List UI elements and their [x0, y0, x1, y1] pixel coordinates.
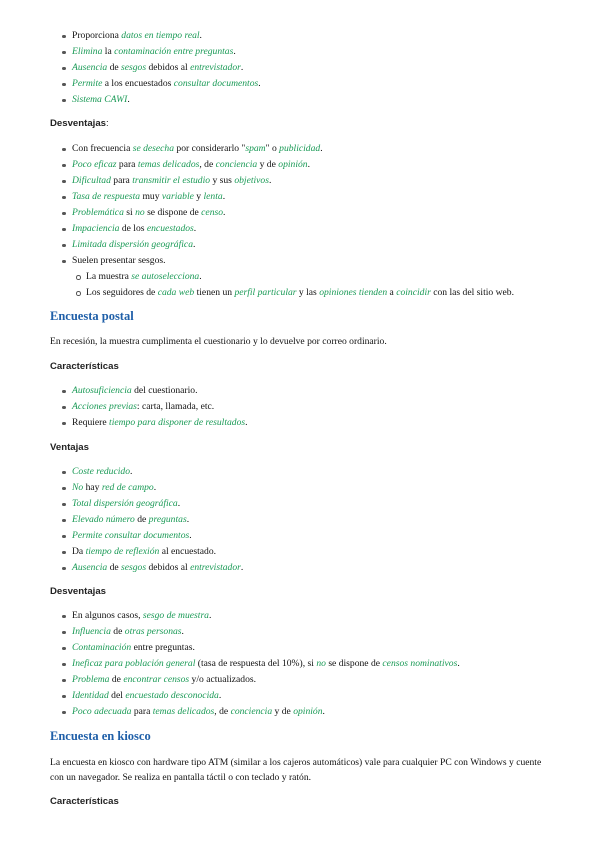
list-text: para	[116, 159, 138, 170]
highlighted-term: variable	[161, 191, 194, 202]
top-advantages-list	[62, 28, 261, 108]
list-text: Suelen presentar sesgos.	[72, 255, 166, 266]
highlighted-term: otras personas	[124, 626, 182, 637]
list-text: , de	[214, 706, 231, 717]
list-text: con las del sitio web.	[430, 287, 514, 298]
list-text: .	[320, 143, 323, 154]
list-item	[76, 269, 514, 285]
list-text: y de	[272, 706, 294, 717]
highlighted-term: Elimina	[72, 46, 103, 57]
list-text: , de	[199, 159, 216, 170]
ventajas-list	[62, 464, 243, 576]
highlighted-term: conciencia	[230, 706, 273, 717]
list-text: si	[123, 207, 136, 218]
list-text: de los	[119, 223, 147, 234]
highlighted-term: temas delicados	[152, 706, 215, 717]
list-text: del cuestionario.	[131, 385, 198, 396]
list-text: debidos al	[146, 62, 191, 73]
highlighted-term: Impaciencia	[72, 223, 120, 234]
list-item	[62, 92, 261, 108]
highlighted-term: Elevado número	[72, 514, 135, 525]
list-text: .	[186, 514, 190, 525]
highlighted-term: Dificultad	[72, 175, 111, 186]
highlighted-term: sesgos	[121, 62, 147, 73]
highlighted-term: contaminación entre preguntas	[114, 46, 234, 57]
list-text: hay	[83, 482, 102, 493]
desventajas-label: Desventajas	[50, 118, 106, 129]
sublist-container	[62, 269, 514, 301]
list-text: .	[181, 626, 184, 637]
list-text: .	[268, 175, 272, 186]
desventajas-heading-2: Desventajas	[50, 586, 106, 597]
postal-paragraph: En recesión, la muestra cumplimenta el cuestionario y lo devuelve por correo ordinario.	[50, 336, 387, 347]
highlighted-term: datos en tiempo real	[121, 30, 200, 41]
highlighted-term: publicidad	[279, 143, 321, 154]
list-text: Da	[72, 546, 86, 557]
list-text: a	[387, 287, 397, 298]
highlighted-term: No	[72, 482, 84, 493]
list-item	[62, 60, 261, 76]
highlighted-term: opinión	[278, 159, 308, 170]
list-text: y de	[257, 159, 279, 170]
list-text: la	[102, 46, 115, 57]
list-text: .	[240, 62, 244, 73]
highlighted-term: Contaminación	[72, 642, 132, 653]
list-text: .	[258, 78, 261, 89]
list-text: Requiere	[72, 417, 110, 428]
highlighted-term: Poco eficaz	[72, 159, 117, 170]
list-item	[62, 157, 514, 173]
list-text: .	[208, 610, 212, 621]
list-item	[62, 528, 243, 544]
highlighted-term: se desecha	[132, 143, 175, 154]
list-text: Con frecuencia	[72, 143, 133, 154]
section-title-postal: Encuesta postal	[50, 309, 134, 323]
section-title-kiosco: Encuesta en kiosco	[50, 729, 151, 743]
list-text: .	[322, 706, 325, 717]
list-text: .	[222, 191, 226, 202]
highlighted-term: censos nominativos	[382, 658, 458, 669]
list-item	[62, 253, 514, 269]
list-text: (tasa de respuesta del 10%), si	[195, 658, 317, 669]
highlighted-term: perfil particular	[234, 287, 297, 298]
list-text: .	[193, 239, 196, 250]
list-item	[62, 496, 243, 512]
list-text: por considerarlo "	[174, 143, 246, 154]
caracteristicas-list-1	[62, 383, 248, 431]
highlighted-term: coincidir	[396, 287, 431, 298]
highlighted-term: Tasa de respuesta	[72, 191, 141, 202]
list-text: muy	[140, 191, 162, 202]
list-text: de	[134, 514, 149, 525]
list-text: " o	[265, 143, 280, 154]
list-text: a los encuestados	[102, 78, 174, 89]
list-text: .	[153, 482, 157, 493]
list-item	[62, 415, 248, 431]
list-text: .	[457, 658, 460, 669]
list-text: .	[199, 30, 202, 41]
highlighted-term: red de campo	[101, 482, 154, 493]
list-text: de	[107, 562, 122, 573]
desventajas-list-2	[62, 608, 460, 720]
list-item	[62, 480, 243, 496]
kiosco-paragraph: La encuesta en kiosco con hardware tipo ATM (similar a los cajeros automáticos) vale para cualquier PC con Windows y cuente con un navegador. Se realiza en pantalla táctil o con teclado y ratón.	[50, 757, 542, 783]
list-text: se dispone de	[325, 658, 383, 669]
highlighted-term: Ausencia	[72, 562, 108, 573]
list-text: del	[108, 690, 126, 701]
list-item	[62, 672, 460, 688]
list-text: .	[233, 46, 236, 57]
list-text: .	[189, 530, 192, 541]
list-text: entre preguntas.	[131, 642, 195, 653]
list-text: .	[307, 159, 310, 170]
highlighted-term: objetivos	[234, 175, 269, 186]
list-item	[62, 221, 514, 237]
list-item	[62, 512, 243, 528]
list-item	[62, 383, 248, 399]
list-text: para	[131, 706, 153, 717]
list-text: .	[177, 498, 181, 509]
list-text: .	[245, 417, 248, 428]
highlighted-term: Permite	[72, 78, 103, 89]
list-item	[62, 560, 243, 576]
list-item	[62, 141, 514, 157]
highlighted-term: cada web	[157, 287, 195, 298]
list-text: La muestra	[86, 271, 132, 282]
highlighted-term: sesgos	[121, 562, 147, 573]
highlighted-term: spam	[245, 143, 266, 154]
list-item	[62, 189, 514, 205]
desventajas-list-1	[62, 141, 514, 301]
highlighted-term: Total dispersión geográfica	[72, 498, 178, 509]
highlighted-term: Limitada dispersión geográfica	[72, 239, 193, 250]
list-item	[62, 544, 243, 560]
highlighted-term: Coste reducido	[72, 466, 130, 477]
highlighted-term: censo	[201, 207, 224, 218]
list-item	[62, 656, 460, 672]
highlighted-term: Identidad	[72, 690, 109, 701]
highlighted-term: se autoselecciona	[131, 271, 200, 282]
list-text: y/o actualizados.	[189, 674, 257, 685]
highlighted-term: preguntas	[148, 514, 187, 525]
list-text: .	[127, 94, 130, 105]
list-text: .	[130, 466, 133, 477]
highlighted-term: Poco adecuada	[72, 706, 132, 717]
highlighted-term: transmitir el estudio	[132, 175, 211, 186]
list-text: .	[218, 690, 222, 701]
list-text: Proporciona	[72, 30, 122, 41]
list-text: : carta, llamada, etc.	[136, 401, 215, 412]
list-text: de	[109, 674, 124, 685]
list-text: y sus	[210, 175, 235, 186]
list-text: Los seguidores de	[86, 287, 158, 298]
list-text: .	[193, 223, 197, 234]
list-item	[62, 205, 514, 221]
highlighted-term: encontrar censos	[123, 674, 190, 685]
highlighted-term: sesgo de muestra	[142, 610, 209, 621]
list-item	[62, 173, 514, 189]
highlighted-term: conciencia	[215, 159, 258, 170]
highlighted-term: opiniones tienden	[319, 287, 388, 298]
list-item	[62, 76, 261, 92]
highlighted-term: Problema	[72, 674, 110, 685]
highlighted-term: entrevistador	[190, 62, 241, 73]
list-text: se dispone de	[144, 207, 202, 218]
highlighted-term: Permite consultar documentos	[72, 530, 190, 541]
list-item	[62, 399, 248, 415]
caracteristicas-heading-2: Características	[50, 796, 119, 807]
list-item	[62, 44, 261, 60]
highlighted-term: Ineficaz para población general	[72, 658, 196, 669]
highlighted-term: lenta	[203, 191, 223, 202]
highlighted-term: tiempo para disponer de resultados	[109, 417, 246, 428]
list-text: .	[240, 562, 244, 573]
list-item	[62, 237, 514, 253]
highlighted-term: no	[135, 207, 145, 218]
list-text: En algunos casos,	[72, 610, 143, 621]
list-item	[62, 608, 460, 624]
list-item	[62, 28, 261, 44]
highlighted-term: Acciones previas	[72, 401, 137, 412]
desventajas-colon: :	[106, 118, 109, 129]
highlighted-term: entrevistador	[190, 562, 241, 573]
list-text: y las	[296, 287, 320, 298]
list-item	[62, 464, 243, 480]
list-text: de	[107, 62, 122, 73]
list-text: tienen un	[194, 287, 235, 298]
highlighted-term: Sistema CAWI	[72, 94, 128, 105]
sesgos-sublist	[76, 269, 514, 301]
list-text: y	[193, 191, 204, 202]
ventajas-heading: Ventajas	[50, 442, 89, 453]
list-item	[76, 285, 514, 301]
highlighted-term: Influencia	[72, 626, 111, 637]
list-text: de	[110, 626, 125, 637]
highlighted-term: Ausencia	[72, 62, 108, 73]
highlighted-term: encuestado desconocida	[125, 690, 219, 701]
desventajas-heading-1	[50, 118, 109, 129]
list-item	[62, 688, 460, 704]
highlighted-term: consultar documentos	[173, 78, 259, 89]
list-text: .	[199, 271, 202, 282]
list-item	[62, 704, 460, 720]
list-item	[62, 640, 460, 656]
highlighted-term: Autosuficiencia	[72, 385, 132, 396]
highlighted-term: encuestados	[146, 223, 194, 234]
list-text: .	[223, 207, 226, 218]
list-text: para	[110, 175, 133, 186]
list-item	[62, 624, 460, 640]
highlighted-term: no	[316, 658, 326, 669]
list-text: debidos al	[146, 562, 191, 573]
caracteristicas-heading-1: Características	[50, 361, 119, 372]
highlighted-term: opinión	[293, 706, 323, 717]
highlighted-term: Problemática	[72, 207, 124, 218]
highlighted-term: temas delicados	[137, 159, 200, 170]
list-text: al encuestado.	[159, 546, 217, 557]
highlighted-term: tiempo de reflexión	[85, 546, 160, 557]
